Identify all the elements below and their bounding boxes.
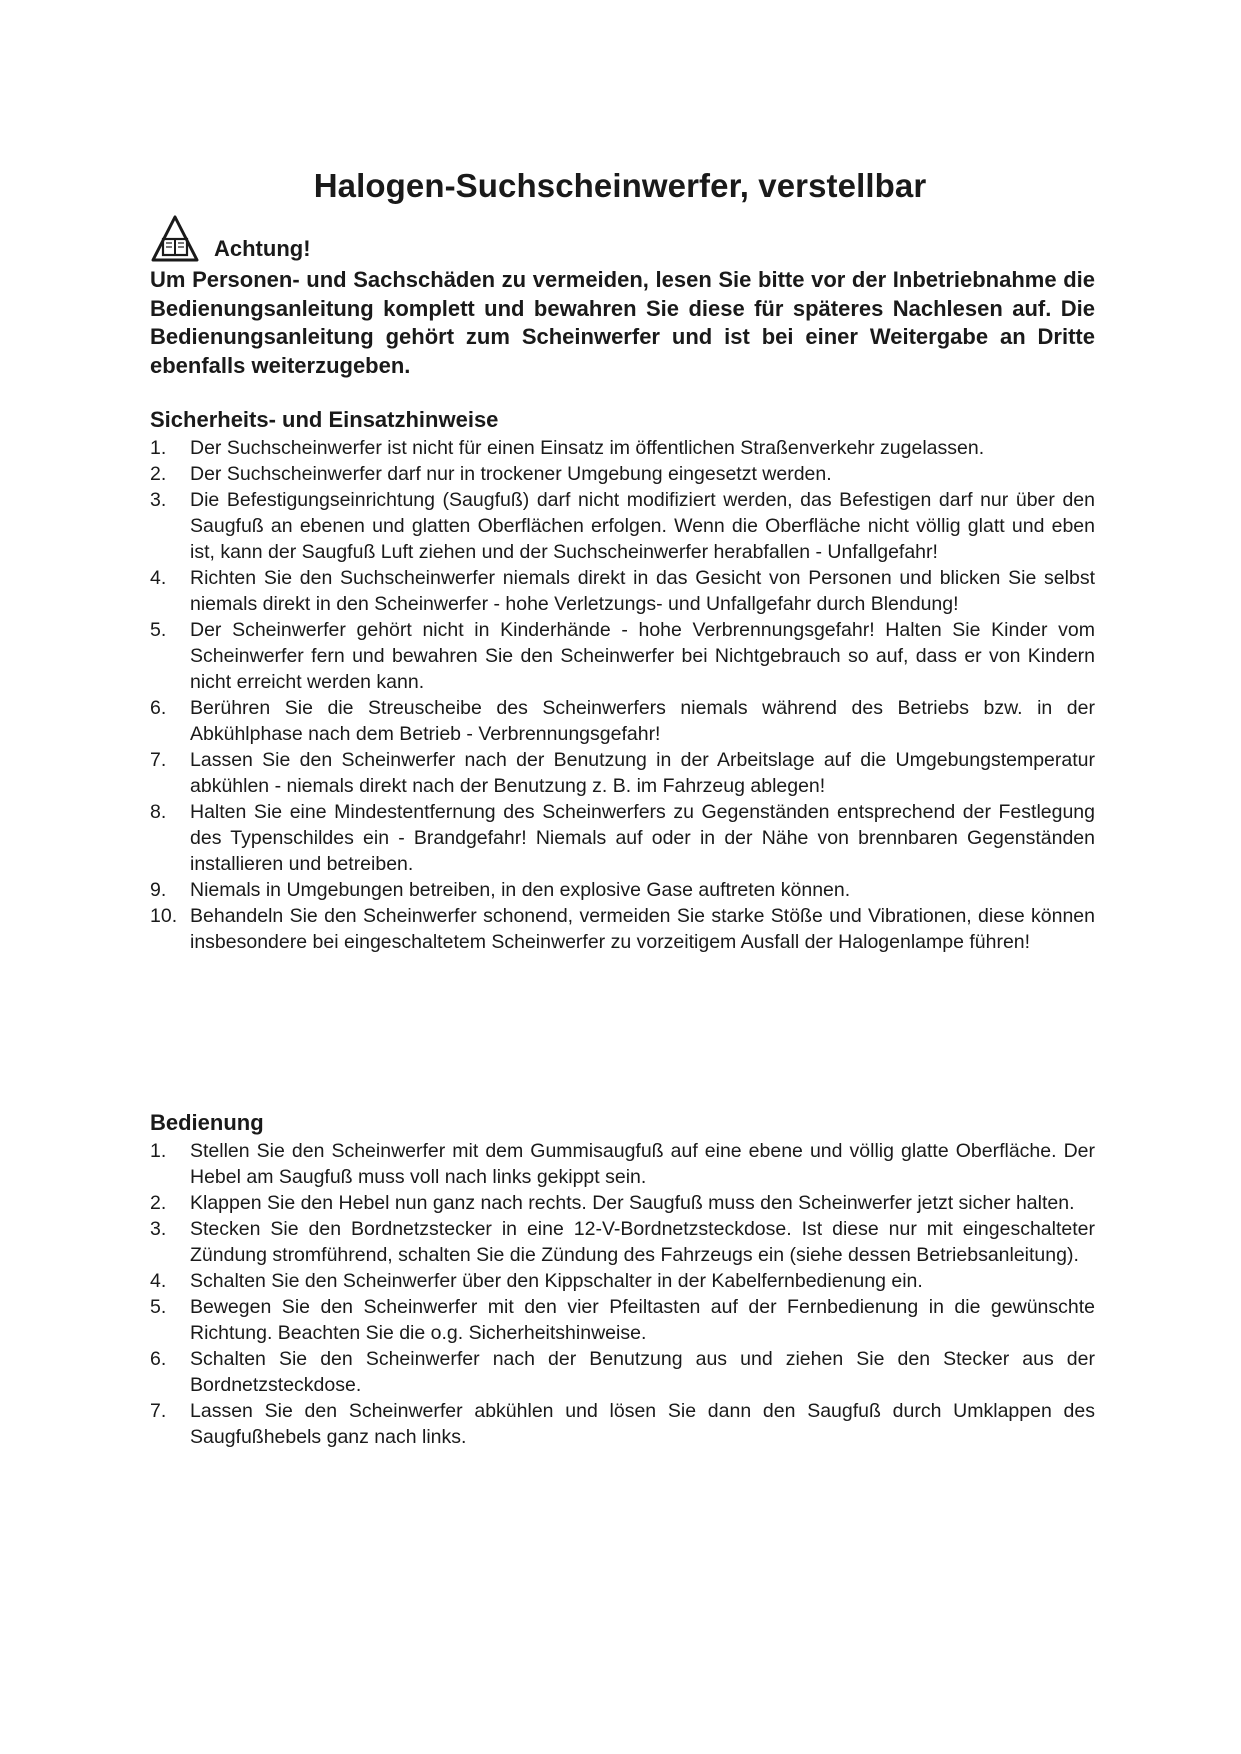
list-item: [150, 1294, 1095, 1346]
list-item-text: Der Suchscheinwerfer darf nur in trockener Umgebung eingesetzt werden.: [190, 463, 832, 485]
list-item-number: 8.: [150, 801, 167, 823]
list-item-text: Lassen Sie den Scheinwerfer nach der Benutzung in der Arbeitslage auf die Umgebungstemperatur abkühlen - niemals direkt nach der Benutzung z. B. im Fahrzeug ablegen!: [190, 749, 1095, 797]
warning-text: Um Personen- und Sachschäden zu vermeiden, lesen Sie bitte vor der Inbetriebnahme die Bedienungsanleitung komplett und bewahren Sie diese für späteres Nachlesen auf. Die Bedienungsanleitung gehört zum Scheinwerfer und ist bei einer Weitergabe an Dritte ebenfalls weiterzugeben.: [150, 267, 1095, 378]
list-item-number: 1.: [150, 1140, 167, 1162]
list-item: [150, 1268, 1095, 1294]
list-item: [150, 1138, 1095, 1190]
list-item-text: Halten Sie eine Mindestentfernung des Scheinwerfers zu Gegenständen entsprechend der Festlegung des Typenschildes ein - Brandgefahr! Niemals auf oder in der Nähe von brennbaren Gegenständen installieren und betreiben.: [190, 801, 1095, 875]
list-item: [150, 799, 1095, 877]
list-item: [150, 435, 1095, 461]
operation-heading: Bedienung: [150, 1110, 264, 1135]
list-item-text: Stecken Sie den Bordnetzstecker in eine 12-V-Bordnetzsteckdose. Ist diese nur mit eingeschalteter Zündung stromführend, schalten Sie die Zündung des Fahrzeugs ein (siehe dessen Betriebsanleitung).: [190, 1218, 1095, 1266]
list-item-number: 3.: [150, 489, 167, 511]
list-item: [150, 1216, 1095, 1268]
list-item-number: 6.: [150, 1348, 167, 1370]
list-item: [150, 461, 1095, 487]
list-item-number: 4.: [150, 567, 167, 589]
list-item-number: 10.: [150, 905, 178, 927]
list-item-text: Klappen Sie den Hebel nun ganz nach rechts. Der Saugfuß muss den Scheinwerfer jetzt sicher halten.: [190, 1192, 1075, 1214]
list-item-number: 5.: [150, 1296, 167, 1318]
list-item-text: Bewegen Sie den Scheinwerfer mit den vier Pfeiltasten auf der Fernbedienung in die gewünschte Richtung. Beachten Sie die o.g. Sicherheitshinweise.: [190, 1296, 1095, 1344]
list-item-text: Behandeln Sie den Scheinwerfer schonend, vermeiden Sie starke Stöße und Vibrationen, diese können insbesondere bei eingeschaltetem Scheinwerfer zu vorzeitigem Ausfall der Halogenlampe führen!: [190, 905, 1095, 953]
list-item: [150, 877, 1095, 903]
list-item-text: Richten Sie den Suchscheinwerfer niemals direkt in das Gesicht von Personen und blicken Sie selbst niemals direkt in den Scheinwerfer - hohe Verletzungs- und Unfallgefahr durch Blendung!: [190, 567, 1095, 615]
list-item-text: Niemals in Umgebungen betreiben, in den explosive Gase auftreten können.: [190, 879, 851, 901]
warning-read-manual-icon: [150, 214, 200, 264]
list-item: [150, 747, 1095, 799]
list-item-number: 2.: [150, 463, 167, 485]
list-item: [150, 565, 1095, 617]
page-title: Halogen-Suchscheinwerfer, verstellbar: [313, 167, 927, 204]
warning-header: [150, 212, 311, 264]
operation-list: [150, 1138, 1095, 1450]
list-item-number: 4.: [150, 1270, 167, 1292]
list-item-text: Der Suchscheinwerfer ist nicht für einen Einsatz im öffentlichen Straßenverkehr zugelassen.: [190, 437, 985, 459]
list-item: [150, 903, 1095, 955]
list-item-number: 3.: [150, 1218, 167, 1240]
list-item: [150, 695, 1095, 747]
list-item: [150, 487, 1095, 565]
list-item-number: 6.: [150, 697, 167, 719]
list-item-number: 5.: [150, 619, 167, 641]
list-item-number: 7.: [150, 749, 167, 771]
list-item: [150, 1346, 1095, 1398]
list-item-number: 1.: [150, 437, 167, 459]
list-item-number: 2.: [150, 1192, 167, 1214]
safety-heading: Sicherheits- und Einsatzhinweise: [150, 407, 499, 432]
list-item-text: Stellen Sie den Scheinwerfer mit dem Gummisaugfuß auf eine ebene und völlig glatte Oberfläche. Der Hebel am Saugfuß muss voll nach links gekippt sein.: [190, 1140, 1095, 1188]
list-item-number: 7.: [150, 1400, 167, 1422]
list-item-text: Lassen Sie den Scheinwerfer abkühlen und lösen Sie dann den Saugfuß durch Umklappen des Saugfußhebels ganz nach links.: [190, 1400, 1095, 1448]
list-item-text: Schalten Sie den Scheinwerfer über den Kippschalter in der Kabelfernbedienung ein.: [190, 1270, 923, 1292]
list-item-text: Berühren Sie die Streuscheibe des Scheinwerfers niemals während des Betriebs bzw. in der Abkühlphase nach dem Betrieb - Verbrennungsgefahr!: [190, 697, 1095, 745]
list-item: [150, 617, 1095, 695]
safety-list: [150, 435, 1095, 955]
list-item-number: 9.: [150, 879, 167, 901]
list-item: [150, 1190, 1095, 1216]
list-item-text: Der Scheinwerfer gehört nicht in Kinderhände - hohe Verbrennungsgefahr! Halten Sie Kinder vom Scheinwerfer fern und bewahren Sie den Scheinwerfer bei Nichtgebrauch so auf, dass er von Kindern nicht erreicht werden kann.: [190, 619, 1095, 693]
list-item-text: Die Befestigungseinrichtung (Saugfuß) darf nicht modifiziert werden, das Befestigen darf nur über den Saugfuß an ebenen und glatten Oberflächen erfolgen. Wenn die Oberfläche nicht völlig glatt und eben ist, kann der Saugfuß Luft ziehen und der Suchscheinwerfer herabfallen - Unfallgefahr!: [190, 489, 1095, 563]
list-item-text: Schalten Sie den Scheinwerfer nach der Benutzung aus und ziehen Sie den Stecker aus der Bordnetzsteckdose.: [190, 1348, 1095, 1396]
warning-label: Achtung!: [214, 236, 311, 261]
list-item: [150, 1398, 1095, 1450]
